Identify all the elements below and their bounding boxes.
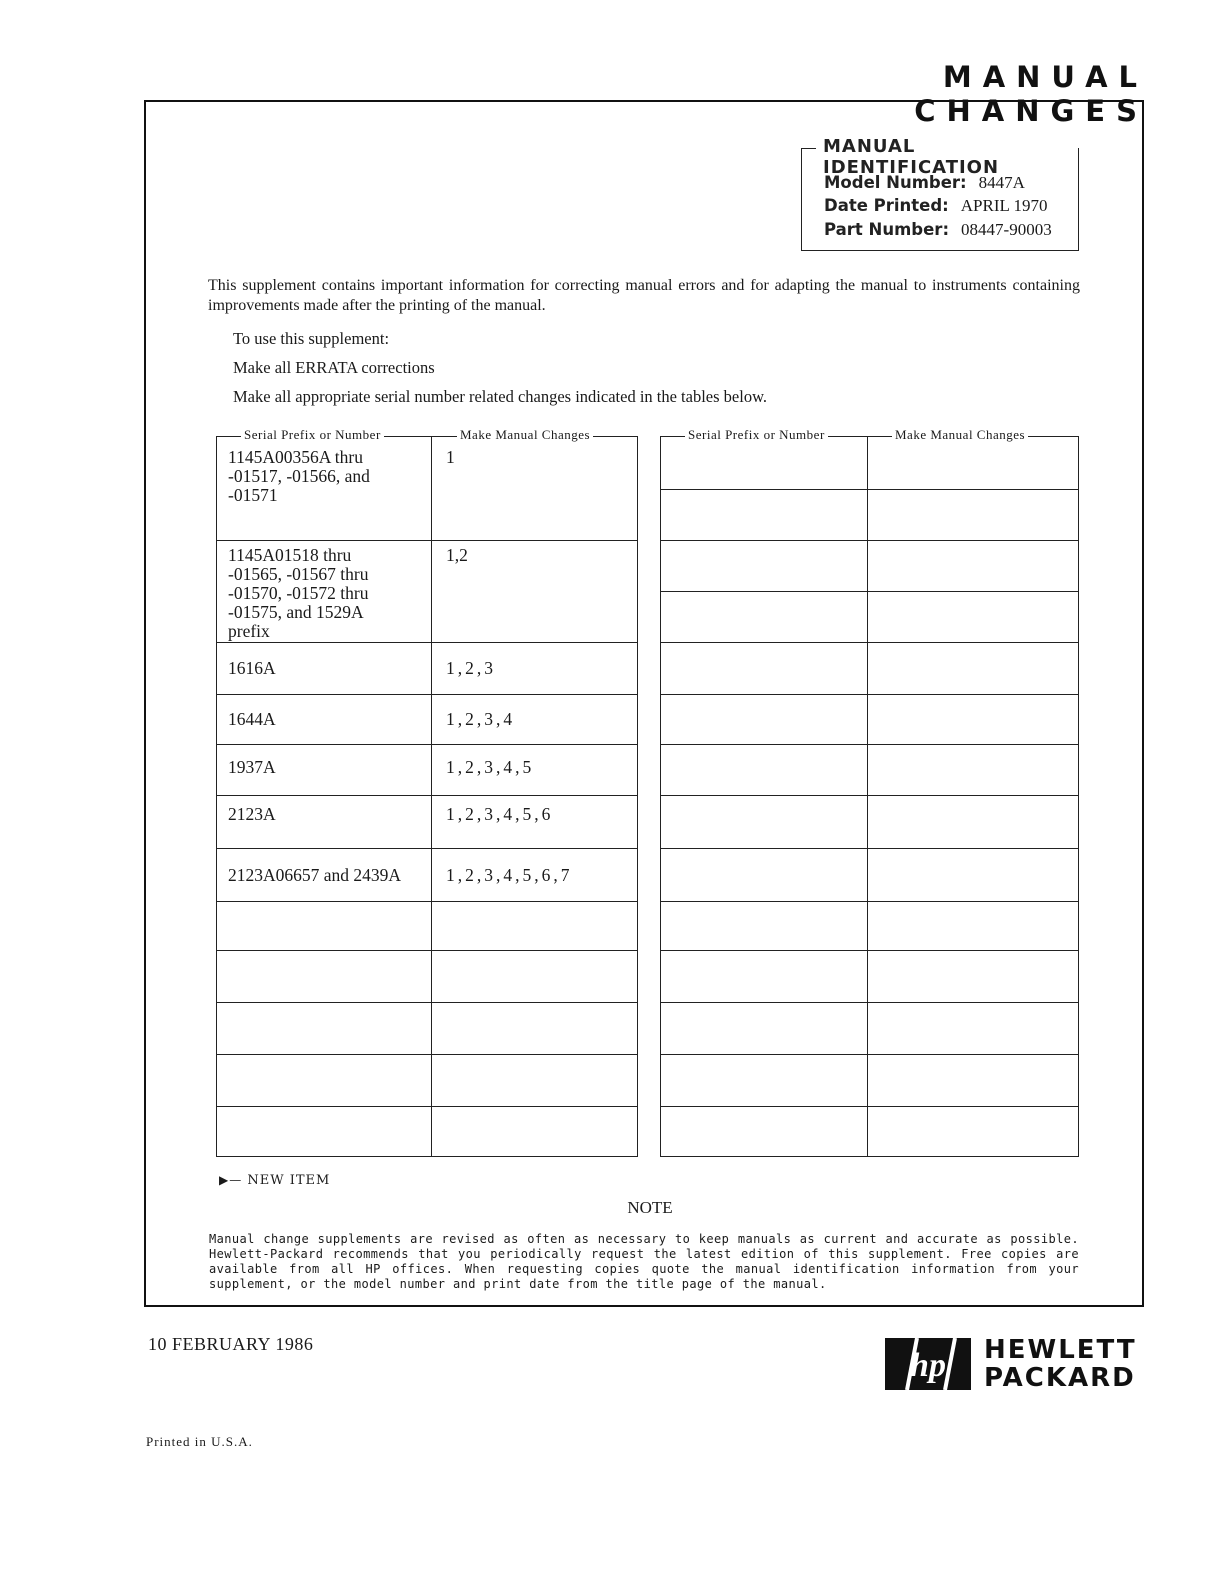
serial-cell-5: 1937A bbox=[228, 757, 276, 777]
serial-cell-2: 1145A01518 thru -01565, -01567 thru -01570, -01572 thru -01575, and 1529A prefix bbox=[228, 545, 369, 641]
instruction-errata: Make all ERRATA corrections bbox=[233, 358, 435, 377]
serial-cell-7: 2123A06657 and 2439A bbox=[228, 865, 402, 885]
hp-logo-icon bbox=[885, 1338, 971, 1390]
date-printed-row bbox=[824, 196, 1048, 216]
manual-identification-heading: MANUAL IDENTIFICATION bbox=[816, 136, 1078, 178]
supplement-date: 10 FEBRUARY 1986 bbox=[148, 1334, 314, 1354]
serial-cell-6: 2123A bbox=[228, 804, 276, 824]
left-changes-header: Make Manual Changes bbox=[457, 427, 593, 443]
right-serial-table bbox=[660, 427, 1079, 1157]
intro-paragraph: This supplement contains important information for correcting manual errors and for adapting the manual to instruments containing improvements made after the printing of the manual. bbox=[208, 277, 1080, 314]
changes-cell-3: 1,2,3 bbox=[446, 658, 496, 678]
instructions-lead: To use this supplement: bbox=[233, 329, 390, 348]
part-number-row bbox=[824, 220, 1052, 240]
changes-cell-4: 1,2,3,4 bbox=[446, 709, 516, 729]
changes-cell-6: 1,2,3,4,5,6 bbox=[446, 804, 554, 824]
left-serial-table bbox=[216, 427, 638, 1157]
left-serial-header: Serial Prefix or Number bbox=[241, 427, 384, 443]
changes-cell-2: 1,2 bbox=[446, 545, 468, 565]
model-number-row bbox=[824, 173, 1025, 193]
new-item-arrow-icon: ▶— bbox=[219, 1173, 243, 1187]
model-number-label: Model Number: bbox=[824, 173, 967, 192]
serial-cell-3: 1616A bbox=[228, 658, 276, 678]
right-serial-header: Serial Prefix or Number bbox=[685, 427, 828, 443]
new-item-legend bbox=[219, 1173, 330, 1188]
model-number-value: 8447A bbox=[978, 173, 1025, 192]
serial-cell-1: 1145A00356A thru -01517, -01566, and -01571 bbox=[228, 447, 370, 505]
serial-cell-4: 1644A bbox=[228, 709, 276, 729]
changes-cell-5: 1,2,3,4,5 bbox=[446, 757, 535, 777]
part-number-label: Part Number: bbox=[824, 220, 950, 239]
note-text: Manual change supplements are revised as often as necessary to keep manuals as current and accurate as possible. Hewlett-Packard recommends that you periodically request the latest edition of this supplement. Free copies are available from all HP offices. When requesting copies quote the manual identification information from your supplement, or the model number and print date from the title page of the manual. bbox=[209, 1232, 1079, 1291]
company-name bbox=[984, 1336, 1137, 1392]
new-item-label: NEW ITEM bbox=[247, 1173, 331, 1188]
note-title: NOTE bbox=[627, 1198, 673, 1217]
company-name-line1: HEWLETT bbox=[984, 1335, 1137, 1365]
part-number-value: 08447-90003 bbox=[961, 220, 1052, 239]
date-printed-value: APRIL 1970 bbox=[960, 196, 1048, 215]
hp-logo-text: hp bbox=[910, 1347, 946, 1384]
page-title: MANUAL CHANGES bbox=[914, 60, 1148, 128]
changes-cell-1: 1 bbox=[446, 447, 455, 467]
printed-in-usa: Printed in U.S.A. bbox=[146, 1434, 253, 1449]
date-printed-label: Date Printed: bbox=[824, 196, 949, 215]
manual-identification-box bbox=[801, 136, 1079, 251]
changes-cell-7: 1,2,3,4,5,6,7 bbox=[446, 865, 573, 885]
instruction-serial-changes: Make all appropriate serial number related changes indicated in the tables below. bbox=[233, 387, 768, 406]
company-name-line2: PACKARD bbox=[984, 1363, 1136, 1393]
right-changes-header: Make Manual Changes bbox=[892, 427, 1028, 443]
